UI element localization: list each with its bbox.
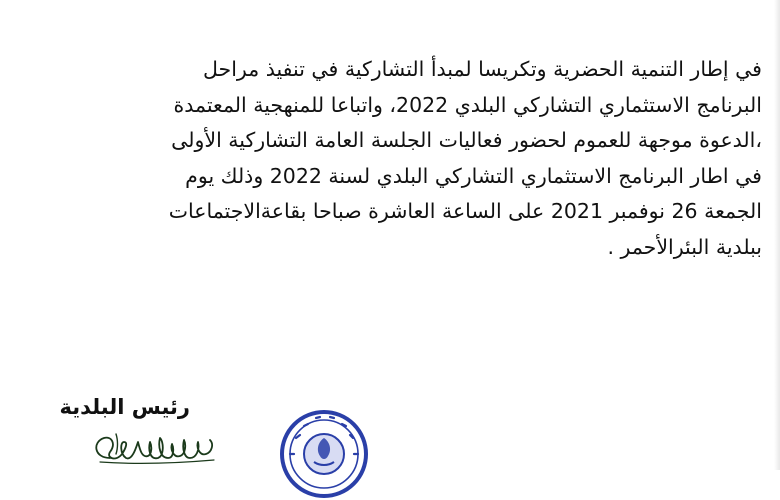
signature-title: رئيس البلدية [59, 395, 190, 419]
letter-body [102, 52, 762, 265]
handwritten-signature [88, 428, 228, 470]
letter-line: ،الدعوة موجهة للعموم لحضور فعاليات الجلسة العامة التشاركية الأولى [171, 128, 762, 152]
letter-line: البرنامج الاستثماري التشاركي البلدي 2022، واتباعا للمنهجية المعتمدة [173, 92, 762, 117]
page-edge-shadow [774, 0, 780, 470]
letter-line: ببلدية البئرالأحمر . [607, 234, 762, 259]
letter-line: في اطار البرنامج الاستثماري التشاركي البلدي لسنة 2022 وذلك يوم [185, 163, 762, 188]
letter-line: الجمعة 26 نوفمبر 2021 على الساعة العاشرة صباحا بقاعةالاجتماعات [168, 199, 762, 223]
municipal-seal-icon [278, 408, 370, 500]
letter-line: في إطار التنمية الحضرية وتكريسا لمبدأ التشاركية في تنفيذ مراحل [203, 57, 762, 81]
